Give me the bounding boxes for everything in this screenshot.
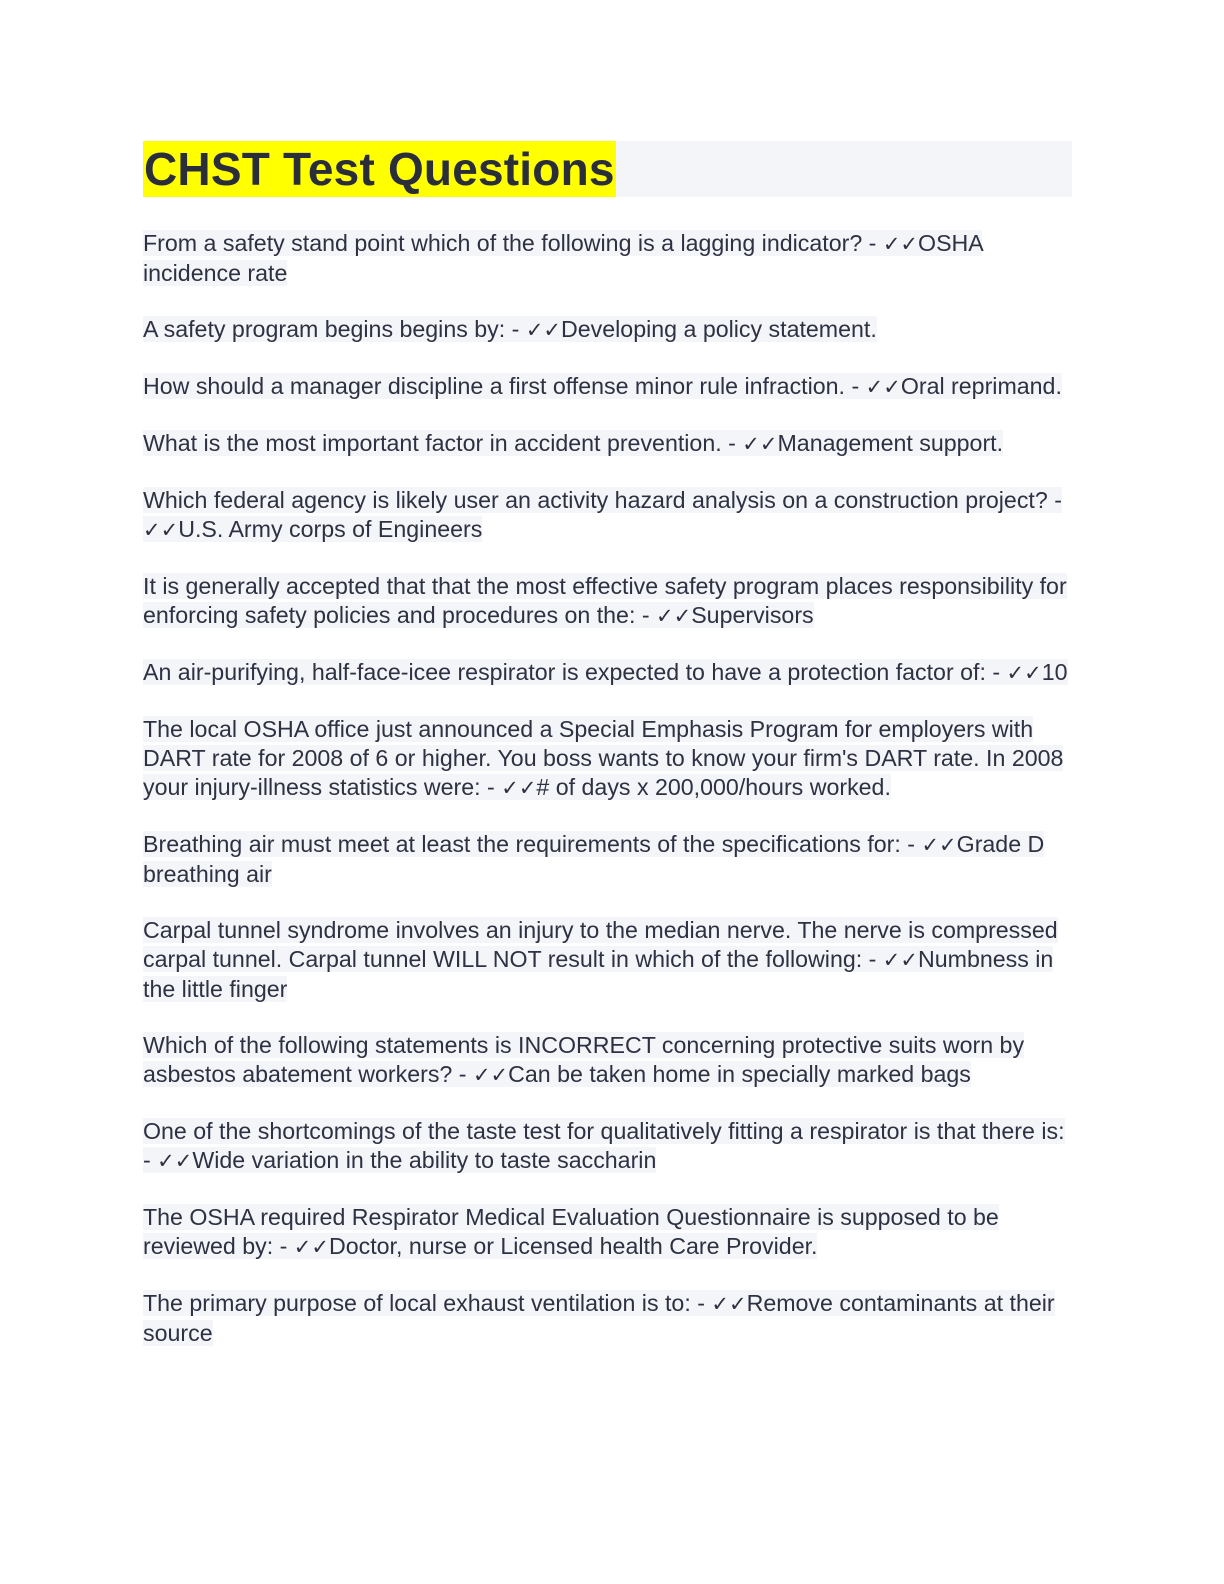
double-check-icon: ✓✓: [656, 604, 692, 628]
double-check-icon: ✓✓: [293, 1235, 329, 1259]
answer-text: Remove contaminants at their source: [143, 1290, 1055, 1346]
answer-text: Can be taken home in specially marked bags: [508, 1061, 971, 1087]
answer-text: Supervisors: [691, 602, 814, 628]
qa-highlight: [143, 1204, 999, 1259]
double-check-icon: ✓✓: [157, 1149, 193, 1173]
separator: -: [505, 316, 526, 342]
qa-highlight: [143, 917, 1058, 1002]
qa-item: [143, 916, 1072, 1004]
separator: -: [862, 230, 883, 256]
qa-item: [143, 486, 1072, 545]
qa-item: [143, 315, 1072, 345]
qa-item: [143, 1289, 1072, 1348]
qa-highlight: [143, 659, 1068, 685]
answer-text: Developing a policy statement.: [561, 316, 877, 342]
question-text: Carpal tunnel syndrome involves an injury to the median nerve. The nerve is compressed carpal tunnel. Carpal tunnel WILL NOT result in which of the following:: [143, 917, 1058, 972]
double-check-icon: ✓✓: [1006, 661, 1042, 685]
question-text: From a safety stand point which of the following is a lagging indicator?: [143, 230, 863, 256]
question-text: Which of the following statements is INCORRECT concerning protective suits worn by asbestos abatement workers?: [143, 1032, 1025, 1087]
answer-text: # of days x 200,000/hours worked.: [536, 774, 891, 800]
double-check-icon: ✓✓: [742, 432, 778, 456]
separator: -: [1047, 487, 1062, 513]
qa-highlight: [143, 230, 982, 286]
answer-text: Numbness in the little finger: [143, 946, 1054, 1002]
question-text: A safety program begins begins by:: [143, 316, 506, 342]
separator: -: [635, 602, 657, 628]
qa-item: [143, 830, 1072, 889]
double-check-icon: ✓✓: [921, 833, 957, 857]
separator: -: [452, 1061, 473, 1087]
qa-item: [143, 572, 1072, 631]
question-text: Which federal agency is likely user an activity hazard analysis on a construction project?: [143, 487, 1048, 513]
qa-highlight: [143, 1290, 1055, 1346]
separator: -: [480, 774, 502, 800]
qa-highlight: [143, 430, 1003, 456]
question-text: Breathing air must meet at least the requirements of the specifications for:: [143, 831, 901, 857]
separator: -: [143, 1147, 158, 1173]
separator: -: [862, 946, 883, 972]
question-text: The primary purpose of local exhaust ventilation is to:: [143, 1290, 691, 1316]
qa-highlight: [143, 373, 1062, 399]
answer-text: Oral reprimand.: [900, 373, 1062, 399]
answer-text: Grade D breathing air: [143, 831, 1045, 887]
question-text: How should a manager discipline a first offense minor rule infraction.: [143, 373, 845, 399]
question-text: It is generally accepted that that the most effective safety program places responsibility for enforcing safety policies and procedures on the:: [143, 573, 1067, 628]
document-title: CHST Test Questions: [144, 143, 615, 195]
question-text: What is the most important factor in accident prevention.: [143, 430, 722, 456]
qa-item: [143, 715, 1072, 803]
qa-highlight: [143, 716, 1063, 800]
answer-text: OSHA incidence rate: [143, 230, 983, 286]
double-check-icon: ✓✓: [882, 948, 918, 972]
question-text: The OSHA required Respirator Medical Evaluation Questionnaire is supposed to be reviewed by:: [143, 1204, 999, 1259]
double-check-icon: ✓✓: [472, 1063, 509, 1087]
qa-highlight: [143, 1032, 1024, 1087]
double-check-icon: ✓✓: [143, 518, 179, 542]
answer-text: 10: [1041, 659, 1068, 685]
double-check-icon: ✓✓: [711, 1292, 747, 1316]
double-check-icon: ✓✓: [865, 375, 901, 399]
qa-item: [143, 372, 1072, 402]
separator: -: [985, 659, 1007, 685]
qa-item: [143, 1117, 1072, 1176]
separator: -: [721, 430, 743, 456]
qa-list: [143, 229, 1072, 1348]
qa-item: [143, 1031, 1072, 1090]
separator: -: [845, 373, 866, 399]
answer-text: Wide variation in the ability to taste saccharin: [192, 1147, 657, 1173]
qa-highlight: [143, 831, 1044, 887]
qa-item: [143, 658, 1072, 688]
separator: -: [273, 1233, 294, 1259]
qa-highlight: [143, 316, 877, 342]
double-check-icon: ✓✓: [525, 318, 562, 342]
answer-text: Doctor, nurse or Licensed health Care Provider.: [328, 1233, 818, 1259]
answer-text: U.S. Army corps of Engineers: [178, 516, 483, 542]
question-text: An air-purifying, half-face-icee respirator is expected to have a protection factor of:: [143, 659, 986, 685]
answer-text: Management support.: [777, 430, 1004, 456]
qa-highlight: [143, 487, 1062, 542]
document-page: [143, 141, 1072, 1375]
double-check-icon: ✓✓: [501, 776, 537, 800]
qa-item: [143, 1203, 1072, 1262]
title-band: [143, 141, 1072, 197]
question-text: One of the shortcomings of the taste test for qualitatively fitting a respirator is that there is:: [143, 1118, 1065, 1144]
qa-item: [143, 229, 1072, 288]
separator: -: [690, 1290, 712, 1316]
qa-highlight: [143, 573, 1067, 628]
separator: -: [900, 831, 922, 857]
question-text: The local OSHA office just announced a Special Emphasis Program for employers with DART rate for 2008 of 6 or higher. You boss wants to know your firm's DART rate. In 2008 your injury-illness statistics were:: [143, 716, 1064, 800]
qa-highlight: [143, 1118, 1065, 1173]
double-check-icon: ✓✓: [882, 232, 919, 256]
qa-item: [143, 429, 1072, 459]
